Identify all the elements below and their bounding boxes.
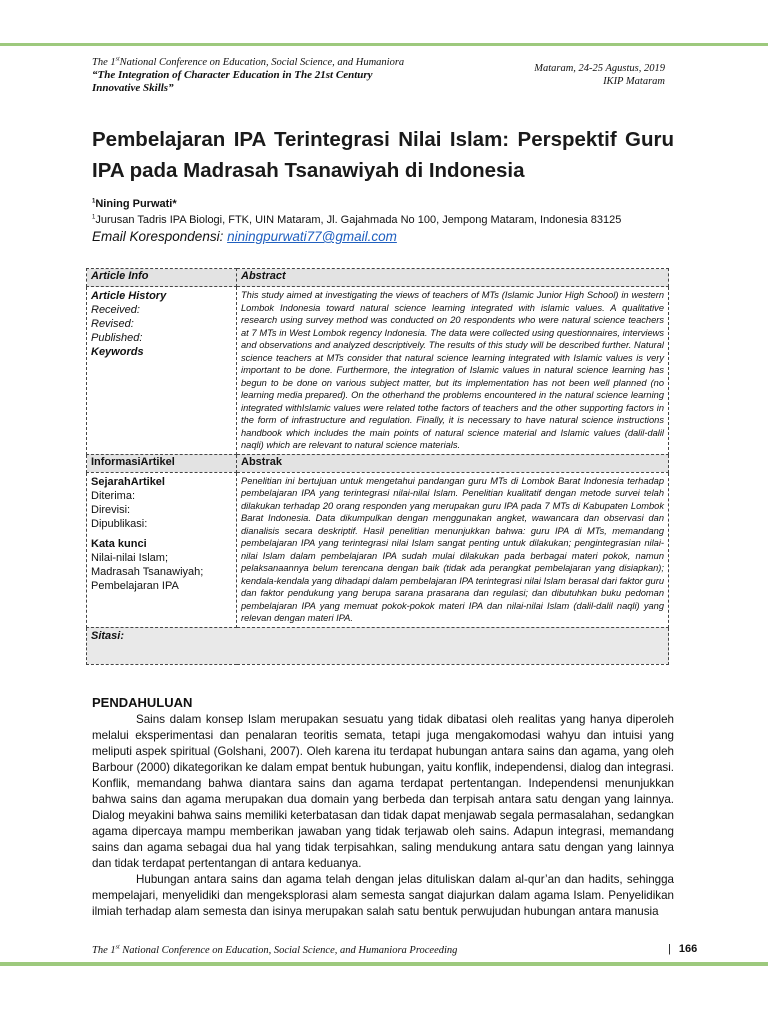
footer-rule: [0, 962, 768, 966]
sitasi-row: [87, 627, 669, 664]
email-link[interactable]: niningpurwati77@gmail.com: [227, 229, 397, 244]
direvisi-label: Direvisi:: [91, 503, 131, 516]
article-info-table: [86, 268, 669, 665]
published-label: Published:: [91, 332, 143, 344]
received-label: Received:: [91, 304, 140, 316]
author-name: $^1$Nining Purwati*: [92, 198, 177, 210]
informasi-artikel-row: [87, 472, 669, 627]
article-info-header-row: [87, 269, 669, 287]
sitasi-label: Sitasi:: [87, 627, 669, 664]
sejarah-artikel-label: SejarahArtikel: [91, 475, 165, 488]
conference-host: IKIP Mataram: [603, 76, 665, 87]
author-affiliation: $^1$Jurusan Tadris IPA Biologi, FTK, UIN Mataram, Jl. Gajahmada No 100, Jempong Mataram, Indonesia 83125: [92, 214, 622, 226]
page-number: 166: [678, 943, 698, 955]
author-block: [92, 196, 621, 246]
kata-kunci-label: Kata kunci: [91, 537, 147, 550]
diterima-label: Diterima:: [91, 489, 136, 502]
abstrak-label: Abstrak: [237, 454, 669, 472]
proceeding-footer: The 1st National Conference on Education, Social Science, and Humaniora Proceeding: [92, 944, 458, 956]
article-history-cell: [87, 287, 237, 455]
conference-theme-line2: Innovative Skills”: [92, 82, 174, 94]
page-number-block: [668, 943, 697, 955]
conference-name: The 1stNational Conference on Education, Social Science, and Humaniora: [92, 56, 405, 68]
abstract-label: Abstract: [237, 269, 669, 287]
article-info-label: Article Info: [87, 269, 237, 287]
kata-kunci-item: Nilai-nilai Islam;: [91, 551, 169, 564]
conference-header: [92, 56, 452, 95]
informasi-artikel-label: InformasiArtikel: [87, 454, 237, 472]
conference-venue: [534, 62, 665, 88]
article-history-label: Article History: [91, 290, 167, 302]
sejarah-artikel-cell: [87, 472, 237, 627]
conference-theme-line1: “The Integration of Character Education in The 21st Century: [92, 69, 373, 81]
kata-kunci-item: Pembelajaran IPA: [91, 579, 179, 592]
page-separator: |: [668, 943, 671, 955]
body-paragraph: Hubungan antara sains dan agama telah dengan jelas dituliskan dalam al-qur’an dan hadits, sehingga mempelajari, menyelidiki dan mengeksplorasi alam semesta sangat diajurkan dalam agama Islam. Penyelidikan ilmiah terhadap alam semesta dan isinya merupakan salah satu bentuk perwujudan hubungan antara manusia: [92, 873, 674, 918]
abstrak-indonesia: Penelitian ini bertujuan untuk mengetahui pandangan guru MTs di Lombok Barat Indonesia terhadap pembelajaran IPA yang terintegrasi nilai-nilai Islam. Penelitian kualitatif dengan metode survei telah dilakukan terhadap 20 orang responden yang merupakan guru IPA pada 7 MTs di Kabupaten Lombok Barat Indonesia. Data dikumpulkan dengan menggunakan angket, wawancara dan observasi dan dianalisis secara deskriptif. Hasil penelitian menunjukkan bahwa: guru IPA di MTs, memandang pembelajaran IPA yang terintegrasi nilai Islam sangat penting untuk dilakukan; pengintegrasian nilai-nilai Islam dalam pembelajaran IPA sudah mulai dilakukan pada berbagai materi pokok, namun pelaksanaannya belum terencana dengan baik (tidak ada perangkat pembelajaran yang disiapkan); kendala-kendala yang dihadapi dalam pembelajaran IPA terintegrasi nilai Islam berasal dari faktor guru dan faktor pendukung yang berupa sarana prasarana dan regulasi; dan dibutuhkan buku pedoman pembelajaran IPA yang memuat pokok-pokok materi IPA dan nilai-nilai Islam (dalil-dalil naqli) yang relevan dengan materi IPA.: [237, 472, 669, 627]
revised-label: Revised:: [91, 318, 134, 330]
dipublikasi-label: Dipublikasi:: [91, 517, 148, 530]
section-title: PENDAHULUAN: [92, 695, 193, 710]
abstract-english: This study aimed at investigating the views of teachers of MTs (Islamic Junior High School) in western Lombok Indonesia toward natural science learning integrated with islamic values. A qualitative research using survey method was conducted on 20 respondents who were natural science teachers at 7 MTs in West Lombok regency Indonesia. The data were collected using questionnaires, interviews and observations and analyzed descriptively. The results of this study will be described further. Natural science teachers at MTs consider that natural science learning integrated with Islamic values is very important to be done. Furthermore, the integration of Islamic values in natural science learning has begun to be done on various subject matter, but its implementation has not been well planned (no learning media prepared). On the otherhand the problems encountered in the natural science learning integrated withIslamic values were related tothe factors of teachers and the other supporting factors in the form of infrastructure and regulation. Finally, it is necessary to have natural science instructions handbook which includes the main points of natural science material and Islamic values (dalil-dalil naqli) which are relevant to natural science materials.: [237, 287, 669, 455]
body-text: [92, 712, 674, 920]
body-paragraph: Sains dalam konsep Islam merupakan sesuatu yang tidak dibatasi oleh realitas yang hanya diperoleh melalui eksperimentasi dan penalaran teoritis semata, tetapi juga mengakomodasi wahyu dan intuisi yang meliputi aspek spiritual (Golshani, 2007). Oleh karena itu terdapat hubungan antara sains dan agama, yang oleh Barbour (2000) dikategorikan ke dalam empat bentuk hubungan, yaitu konflik, independensi, dialog dan integrasi. Konflik, memandang bahwa diantara sains dan agama terdapat pertentangan. Independensi menunjukkan bahwa sains dan agama merupakan dua domain yang berbeda dan terpisah antara satu dengan yang lainnya. Dialog meyakini bahwa sains memiliki keterbatasan dan tidak dapat menjawab segala permasalahan, sedangkan agama dipercaya mampu memberikan jawaban yang tidak terjawab oleh sains. Adapun integrasi, memandang sains dan agama sebagai dua hal yang tidak terpisahkan, saling mendukung antara satu dengan yang lainnya dan tidak terdapat pertentangan di antara keduanya.: [92, 713, 674, 870]
article-info-row: [87, 287, 669, 455]
conference-date: Mataram, 24-25 Agustus, 2019: [534, 63, 665, 74]
article-title: Pembelajaran IPA Terintegrasi Nilai Islam: Perspektif Guru IPA pada Madrasah Tsanawiyah di Indonesia: [92, 128, 674, 182]
informasi-artikel-header-row: [87, 454, 669, 472]
header-rule: [0, 43, 768, 46]
keywords-label: Keywords: [91, 346, 144, 358]
kata-kunci-item: Madrasah Tsanawiyah;: [91, 565, 204, 578]
correspondence-email: Email Korespondensi: niningpurwati77@gmail.com: [92, 229, 397, 244]
